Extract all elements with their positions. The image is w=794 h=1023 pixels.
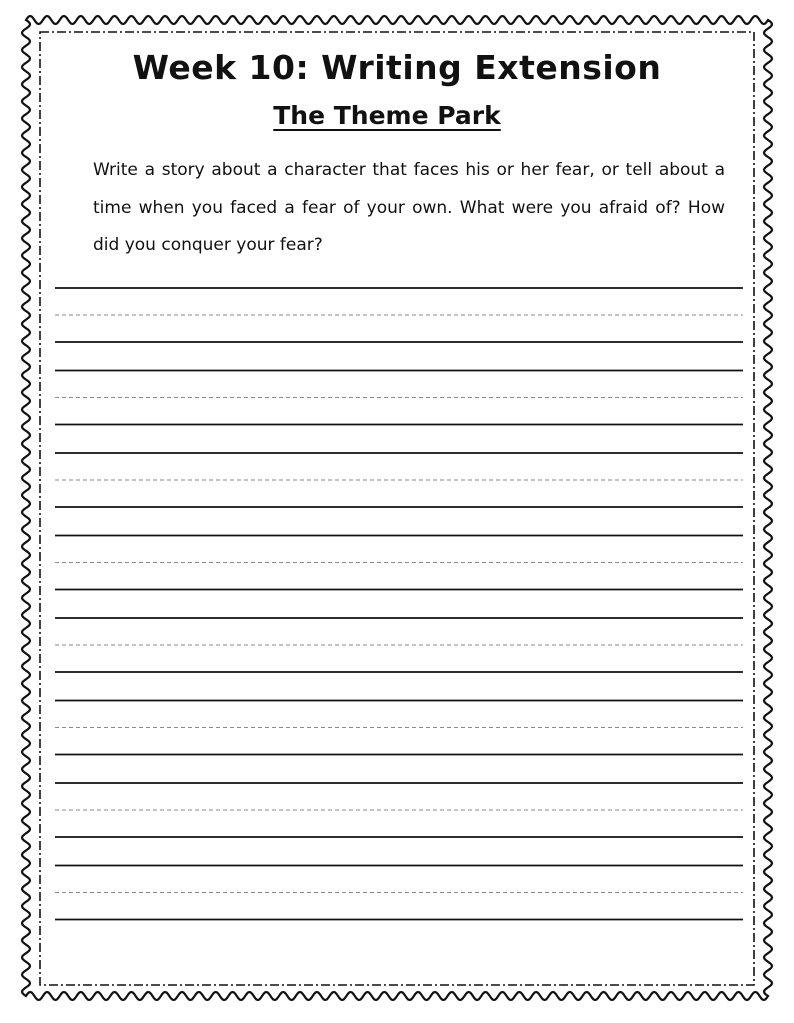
subtitle-text: The Theme Park xyxy=(273,101,501,130)
page-subtitle xyxy=(0,101,774,130)
writing-line-row[interactable] xyxy=(55,866,743,920)
writing-line-row[interactable] xyxy=(55,536,743,590)
page-title: Week 10: Writing Extension xyxy=(132,48,662,87)
writing-line-row[interactable] xyxy=(55,783,743,837)
writing-line-row[interactable] xyxy=(55,288,743,342)
writing-prompt: Write a story about a character that faces his or her fear, or tell about a time when you faced a fear of your own. What were you afraid of? How did you conquer your fear? xyxy=(93,160,725,255)
writing-line-row[interactable] xyxy=(55,701,743,755)
writing-line-row[interactable] xyxy=(55,453,743,507)
writing-line-row[interactable] xyxy=(55,618,743,672)
handwriting-lines-area[interactable] xyxy=(55,280,743,950)
handwriting-lines xyxy=(55,280,743,950)
writing-line-row[interactable] xyxy=(55,371,743,425)
